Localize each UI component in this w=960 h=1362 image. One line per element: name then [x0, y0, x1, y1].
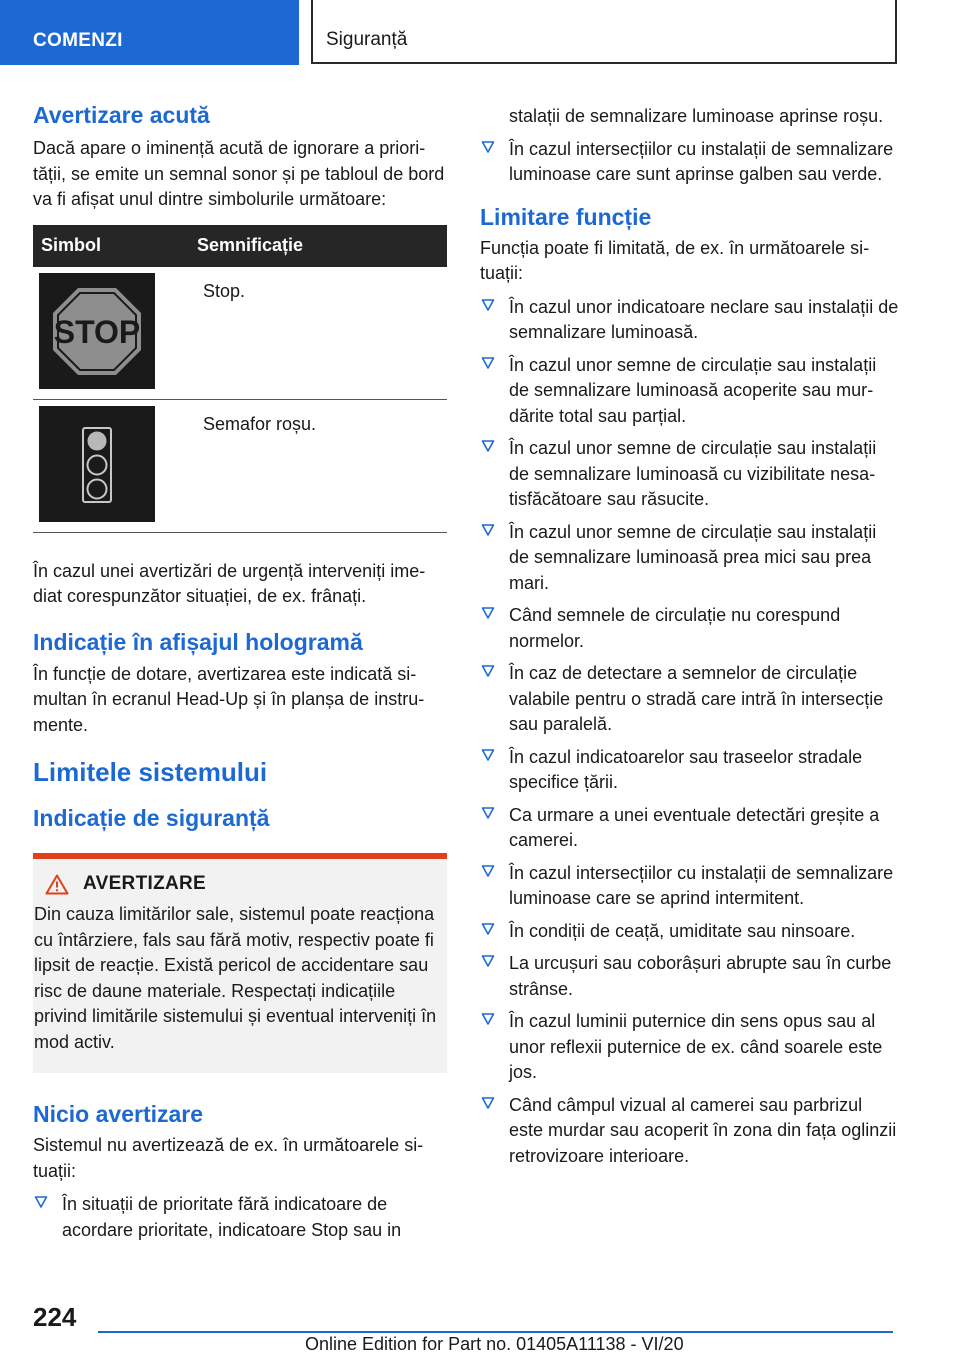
bullet-triangle-icon	[481, 748, 495, 762]
page-number: 224	[33, 1302, 77, 1332]
stop-sign-text: STOP	[53, 313, 141, 350]
table-row	[33, 399, 447, 532]
bullet-triangle-icon	[481, 864, 495, 878]
bullet-triangle-icon	[481, 523, 495, 537]
left-column	[33, 100, 447, 1250]
list-item: Când câmpul vizual al camerei sau parbrizul este murdar sau acoperit în zona din fața oglinzii retrovizoare interioare.	[480, 1093, 900, 1170]
paragraph-hologram: În funcție de dotare, avertizarea este indicată simultan în ecranul Head-Up și în planșa de instrumente.	[33, 663, 425, 735]
function-limit-list	[480, 295, 900, 1170]
bullet-triangle-icon	[481, 1096, 495, 1110]
paragraph-emergency: În cazul unei avertizări de urgență interveniți imediat corespunzător situației, de ex. frânați.	[33, 560, 426, 606]
heading-system-limits: Limitele sistemului	[33, 757, 268, 787]
bullet-triangle-icon	[481, 606, 495, 620]
warning-text: Din cauza limitărilor sale, sistemul poate reacționa cu întârziere, fals sau fără motiv, respectiv poate fi lipsit de reacție. Există pericol de accidentare sau risc de daune materiale. Respectați indicațiile privind limitările sistemului și eventual interveniți în mod activ.	[34, 904, 437, 1052]
paragraph-acute-warning: Dacă apare o iminență acută de ignorare a priorității, se emite un semnal sonor și pe tabloul de bord va fi afișat unul dintre simbolurile următoare:	[33, 138, 445, 209]
paragraph-no-warning: Sistemul nu avertizează de ex. în următoarele situații:	[33, 1135, 424, 1181]
bullet-triangle-icon	[481, 954, 495, 968]
list-item: În cazul unor semne de circulație sau instalații de semnalizare luminoasă prea mici sau prea mari.	[480, 520, 900, 597]
symbol-cell	[33, 267, 179, 400]
warning-header	[45, 873, 447, 895]
heading-no-warning: Nicio avertizare	[33, 1101, 204, 1127]
no-warning-list-cont	[480, 137, 900, 188]
bullet-triangle-icon	[481, 806, 495, 820]
table-row	[33, 267, 447, 400]
topic-title: Siguranță	[326, 29, 408, 50]
paragraph-function-limit: Funcția poate fi limitată, de ex. în următoarele situații:	[480, 237, 870, 283]
bullet-triangle-icon	[34, 1195, 48, 1209]
warning-triangle-icon	[45, 874, 69, 895]
bullet-triangle-icon	[481, 298, 495, 312]
bullet-triangle-icon	[481, 439, 495, 453]
topic-tab	[311, 0, 897, 64]
bullet-triangle-icon	[481, 922, 495, 936]
list-item: Ca urmare a unei eventuale detectări greșite a camerei.	[480, 803, 900, 854]
meaning-cell: Semafor roșu.	[179, 399, 447, 532]
list-item: În cazul unor indicatoare neclare sau instalații de semnalizare luminoasă.	[480, 295, 900, 346]
section-title: COMENZI	[33, 30, 123, 51]
no-warning-list	[33, 1192, 447, 1243]
table-header-meaning: Semnificație	[179, 225, 447, 267]
section-tab	[0, 0, 299, 65]
symbol-table	[33, 225, 447, 533]
table-header-symbol: Simbol	[33, 225, 179, 267]
footer-edition: Online Edition for Part no. 01405A11138 - VI/20	[305, 1334, 684, 1354]
list-item: Când semnele de circulație nu corespund normelor.	[480, 603, 900, 654]
list-item: În cazul intersecțiilor cu instalații de semnalizare luminoase care sunt aprinse galben sau verde.	[480, 137, 900, 188]
list-item: În cazul indicatoarelor sau traseelor stradale specifice țării.	[480, 745, 900, 796]
heading-hologram: Indicație în afișajul hologramă	[33, 628, 363, 655]
continued-text: stalații de semnalizare luminoase aprinse roșu.	[509, 106, 884, 126]
traffic-light-red-icon	[39, 406, 155, 522]
list-item: În cazul unor semne de circulație sau instalații de semnalizare luminoasă cu vizibilitate nesatisfăcătoare sau răsucite.	[480, 436, 900, 513]
bullet-triangle-icon	[481, 664, 495, 678]
bullet-triangle-icon	[481, 356, 495, 370]
list-item: În condiții de ceață, umiditate sau ninsoare.	[480, 919, 900, 945]
heading-acute-warning: Avertizare acută	[33, 102, 210, 128]
stop-sign-icon	[39, 273, 155, 389]
list-item: În situații de prioritate fără indicatoare de acordare prioritate, indicatoare Stop sau in	[33, 1192, 447, 1243]
list-item: La urcușuri sau coborâșuri abrupte sau în curbe strânse.	[480, 951, 900, 1002]
list-item: În cazul luminii puternice din sens opus sau al unor reflexii puternice de ex. când soarele este jos.	[480, 1009, 900, 1086]
list-item: În cazul unor semne de circulație sau instalații de semnalizare luminoasă acoperite sau murdărite total sau parțial.	[480, 353, 900, 430]
bullet-triangle-icon	[481, 1012, 495, 1026]
heading-safety-note: Indicație de siguranță	[33, 805, 270, 831]
warning-title: AVERTIZARE	[83, 873, 206, 894]
list-item: În caz de detectare a semnelor de circulație valabile pentru o stradă care intră în intersecție sau paralelă.	[480, 661, 900, 738]
right-column	[480, 104, 900, 1176]
symbol-cell	[33, 399, 179, 532]
list-item: În cazul intersecțiilor cu instalații de semnalizare luminoase care se aprind intermitent.	[480, 861, 900, 912]
heading-function-limit: Limitare funcție	[480, 203, 652, 230]
bullet-triangle-icon	[481, 140, 495, 154]
warning-box	[33, 853, 447, 1073]
footer-divider	[98, 1331, 893, 1333]
meaning-cell: Stop.	[179, 267, 447, 400]
